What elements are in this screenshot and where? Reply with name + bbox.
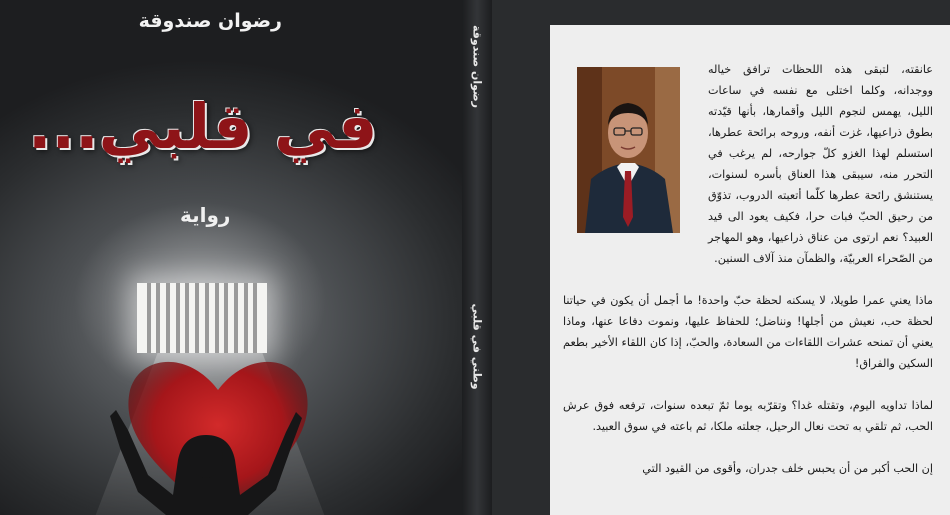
book-spine xyxy=(462,0,492,515)
back-cover xyxy=(550,25,950,515)
paragraph: عانقته، لتبقى هذه اللحظات ترافق خياله ووجدانه، وكلما اختلى مع نفسه في ساعات الليل، يهمس لنجوم الليل وأقمارها، بأنها قيّدته بطوق ذراعيها، غزت أنفه، وروحه برائحة عطرها، استسلم لهذا الغزو كلّ جوارحه، لم يرغب في التحرر منه، سيبقى هذا العناق بأسره لسنوات، يستنشق رائحة عطرها كلّما أتعبته الدروب، تذوّق من رحيق الحبّ فبات حرا، فكيف يعود الى قيد العبيد؟ نعم ارتوى من عناق ذراعيها، وهو المهاجر من الصّحراء العربيّة، والظمآن منذ آلاف السنين. xyxy=(708,63,933,265)
paragraph: ماذا يعني عمرا طويلا، لا يسكنه لحظة حبّ واحدة! ما أجمل أن يكون في حياتنا لحظة حب، نعيش من أجلها! ونناضل؛ للحفاظ عليها، ونموت دفاعا عنها، وماذا يعني أن تمنحه عشرات اللقاءات من السعادة، والحبّ، إذا كان اللقاء الأخير بطعم السكين والفراق! xyxy=(563,294,933,370)
front-cover xyxy=(0,0,462,515)
person-silhouette xyxy=(108,400,308,515)
barred-window xyxy=(137,283,267,353)
spine-author: رضوان صندوقة xyxy=(470,24,484,109)
paragraph: إن الحب أكبر من أن يحبس خلف جدران، وأقوى من القيود التي xyxy=(642,462,933,475)
background-gap xyxy=(492,0,550,515)
author-photo xyxy=(577,67,680,233)
book-title: في قلبي... xyxy=(28,90,378,163)
spine-title: وطني في قلبي xyxy=(470,303,484,390)
paragraph: لماذا تداويه اليوم، وتقتله غدا؟ وتقرّبه يوما ثمّ تبعده سنوات، ترفعه فوق عرش الحب، ثم تلقي به تحت نعال الرحيل، جعلته ملكا، ثم باعته في سوق العبيد. xyxy=(563,399,933,433)
book-genre: رواية xyxy=(180,203,231,227)
front-author: رضوان صندوقة xyxy=(138,10,282,32)
